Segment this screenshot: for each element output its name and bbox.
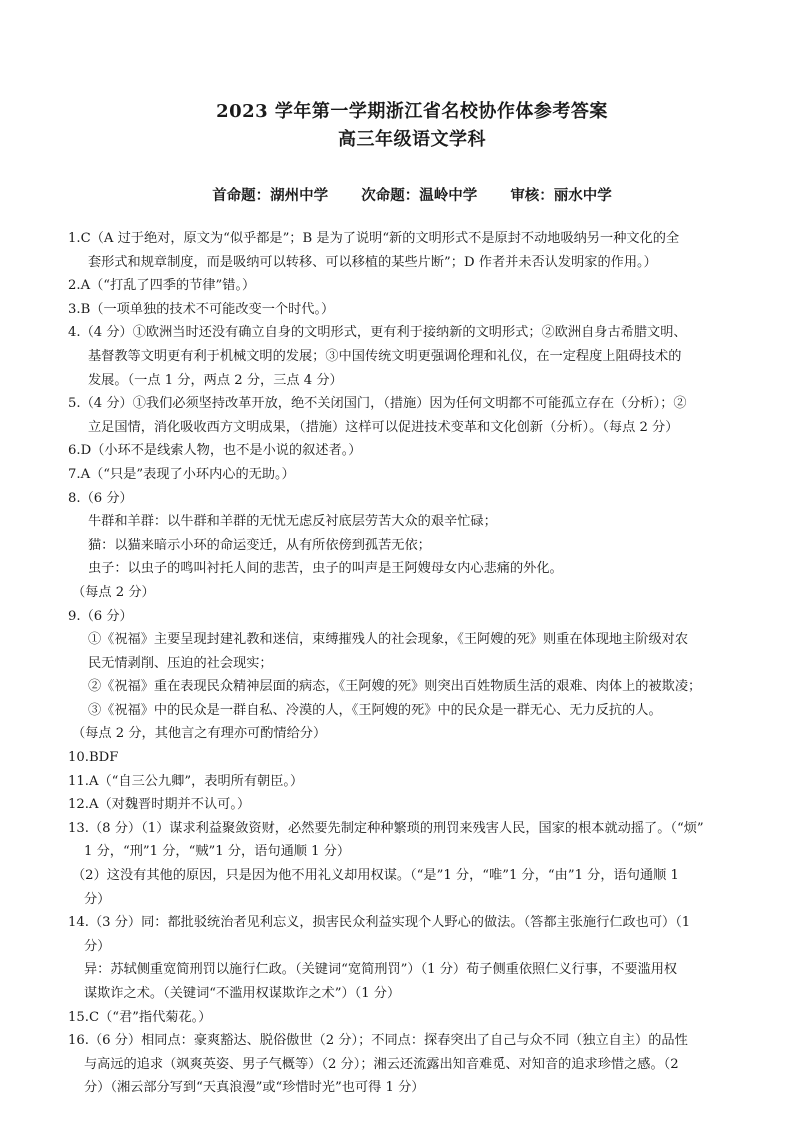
answer-line: 分）	[84, 891, 111, 907]
answer-line: 发展。（一点 1 分，两点 2 分，三点 4 分）	[88, 372, 343, 388]
answer-line: 猫：以猫来暗示小环的命运变迁，从有所依傍到孤苦无依；	[88, 537, 431, 553]
answer-line: 11.A（“自三公九卿”，表明所有朝臣。）	[68, 773, 304, 789]
document-subtitle: 高三年级语文学科	[338, 129, 486, 150]
answer-line: 虫子：以虫子的鸣叫衬托人间的悲苦，虫子的叫声是王阿嫂母女内心悲痛的外化。	[88, 561, 563, 577]
answer-line: 分）	[84, 938, 111, 954]
answer-line: 3.B（一项单独的技术不可能改变一个时代。）	[68, 301, 335, 317]
answer-line: 13.（8 分）（1）谋求利益聚敛资财，必然要先制定种种繁琐的刑罚来残害人民，国家的根本就动摇了。（“烦”	[68, 820, 704, 836]
answer-line: 基督教等文明更有利于机械文明的发展；③中国传统文明更强调伦理和礼仪，在一定程度上阻碍技术的	[88, 348, 682, 364]
answer-line: ②《祝福》重在表现民众精神层面的病态，《王阿嫂的死》则突出百姓物质生活的艰难、肉体上的被欺凌；	[88, 679, 702, 695]
answer-line: 9.（6 分）	[68, 608, 133, 624]
answer-line: 4.（4 分）①欧洲当时还没有确立自身的文明形式，更有利于接纳新的文明形式；②欧洲自身古希腊文明、	[68, 325, 687, 341]
answer-line: 7.A（“只是”表现了小环内心的无助。）	[68, 466, 295, 482]
answer-line: （2）这没有其他的原因，只是因为他不用礼义却用权谋。（“是”1 分，“唯”1 分，“由”1 分，语句通顺 1	[72, 868, 679, 884]
answer-line: ③《祝福》中的民众是一群自私、冷漠的人，《王阿嫂的死》中的民众是一群无心、无力反抗的人。	[88, 702, 662, 718]
answer-line: 民无情剥削、压迫的社会现实；	[88, 655, 273, 671]
answer-line: （每点 2 分）	[72, 584, 155, 600]
authors-line	[68, 184, 756, 205]
answer-line: 2.A（“打乱了四季的节律”错。）	[68, 278, 256, 294]
answer-line: 12.A（对魏晋时期并不认可。）	[68, 797, 251, 813]
answer-line: 15.C（“君”指代菊花。）	[68, 1009, 212, 1025]
answer-line: 8.（6 分）	[68, 490, 133, 506]
answer-line: 10.BDF	[68, 750, 119, 766]
answer-line: 14.（3 分）同：都批驳统治者见利忘义，损害民众利益实现个人野心的做法。（答都主张施行仁政也可）（1	[68, 915, 691, 931]
answer-line: 谋欺诈之术。（关键词“不滥用权谋欺诈之术”）（1 分）	[84, 986, 401, 1001]
answer-line: 1 分，“刑”1 分，“贼”1 分，语句通顺 1 分）	[84, 844, 351, 860]
answer-line: 立足国情，消化吸收西方文明成果，（措施）这样可以促进技术变革和文化创新（分析）。（每点 2 分）	[88, 419, 679, 435]
answer-line: 1.C（A 过于绝对，原文为“似乎都是”；B 是为了说明“新的文明形式不是原封不动地吸纳另一种文化的全	[68, 231, 680, 246]
reviewer: 审核：丽水中学	[510, 187, 612, 204]
secondary-setter: 次命题：温岭中学	[361, 187, 478, 204]
answer-line: 分）（湘云部分写到“天真浪漫”或“珍惜时光”也可得 1 分）	[84, 1080, 425, 1096]
answer-line: 牛群和羊群：以牛群和羊群的无忧无虑反衬底层劳苦大众的艰辛忙碌；	[88, 514, 497, 530]
answer-line: 6.D（小环不是线索人物，也不是小说的叙述者。）	[68, 443, 362, 459]
answer-line: （每点 2 分，其他言之有理亦可酌情给分）	[72, 726, 327, 742]
answer-body	[68, 227, 756, 1100]
answer-line: 套形式和规章制度，而是吸纳可以转移、可以移植的某些片断”；D 作者并未否认发明家的作用。）	[88, 254, 657, 270]
answer-line: 5.（4 分）①我们必须坚持改革开放，绝不关闭国门，（措施）因为任何文明都不可能孤立存在（分析）；②	[68, 396, 687, 412]
answer-line: ①《祝福》主要呈现封建礼教和迷信，束缚摧残人的社会现象，《王阿嫂的死》则重在体现地主阶级对农	[88, 632, 689, 648]
document-title: 2023 学年第一学期浙江省名校协作体参考答案	[216, 101, 608, 122]
primary-setter: 首命题：湖州中学	[212, 187, 329, 204]
answer-line: 16.（6 分）相同点：豪爽豁达、脱俗傲世（2 分）；不同点：探春突出了自己与众不同（独立自主）的品性	[68, 1033, 688, 1049]
answer-line: 异：苏轼侧重宽简刑罚以施行仁政。（关键词“宽简刑罚”）（1 分）荀子侧重依照仁义行事，不要滥用权	[84, 962, 678, 978]
answer-line: 与高远的追求（飒爽英姿、男子气概等）（2 分）；湘云还流露出知音难觅、对知音的追求珍惜之感。（2	[84, 1056, 679, 1072]
